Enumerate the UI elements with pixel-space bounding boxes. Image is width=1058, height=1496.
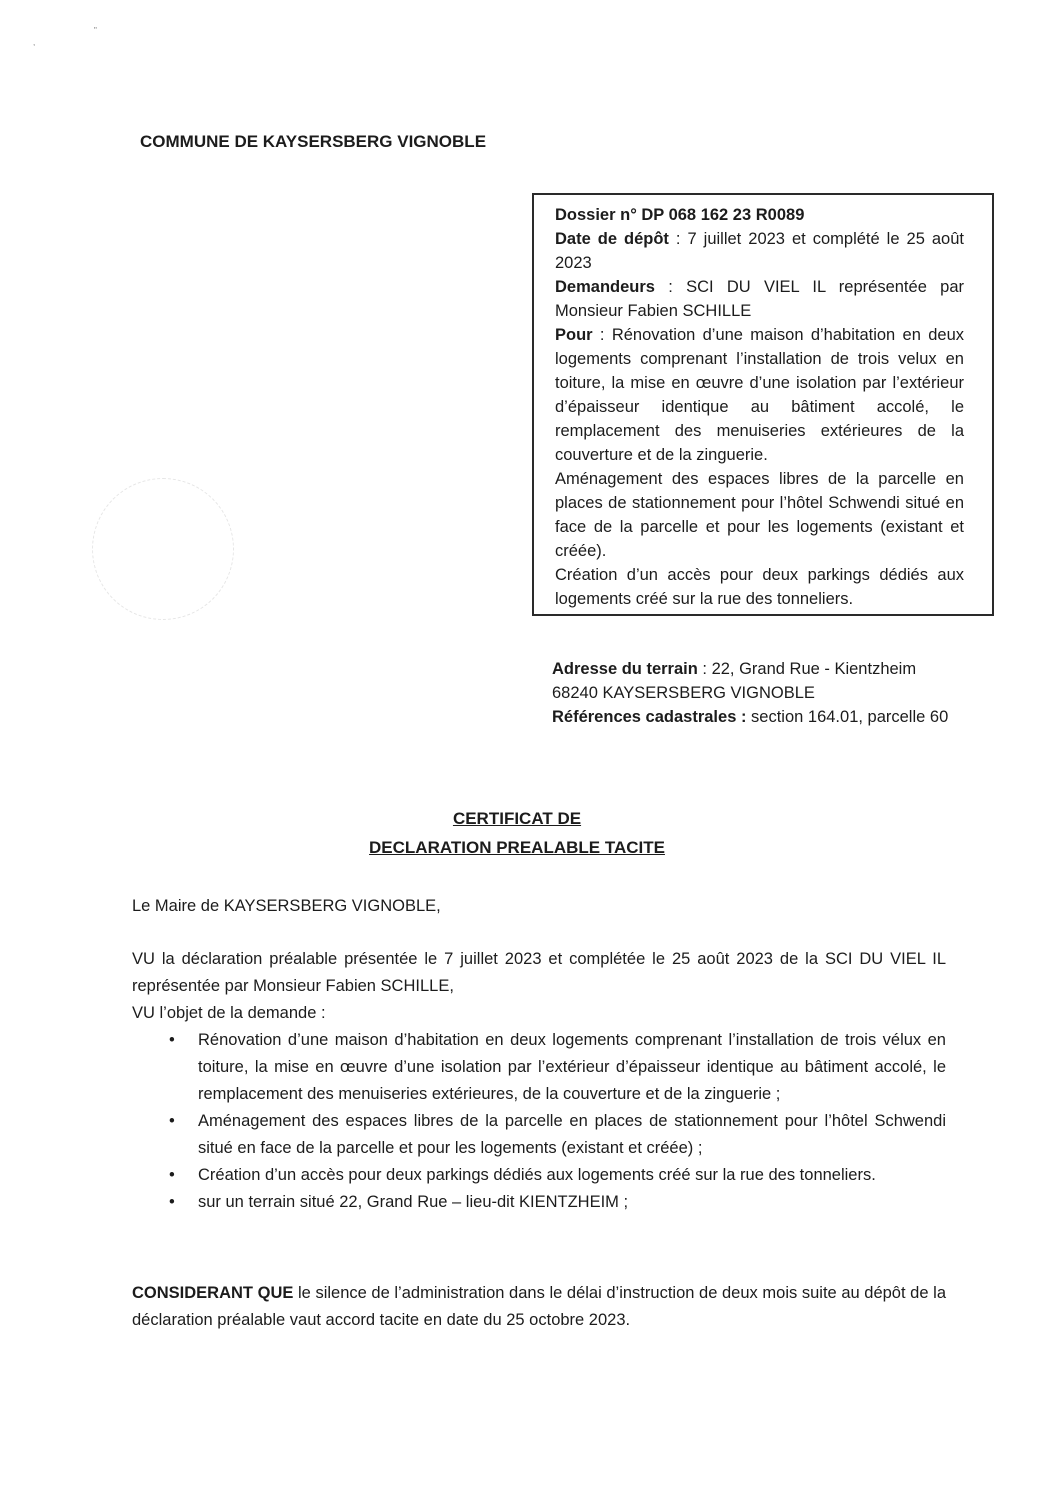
demandeurs-label: Demandeurs (555, 278, 655, 296)
address-label: Adresse du terrain (552, 660, 698, 678)
depot-label: Date de dépôt (555, 230, 669, 248)
scan-mark: , (33, 38, 36, 47)
depot-line (555, 227, 964, 275)
address-line1: : 22, Grand Rue - Kientzheim (697, 660, 917, 678)
scan-mark: " (94, 26, 97, 35)
bullet-icon: • (169, 1031, 175, 1049)
faded-stamp (92, 478, 234, 620)
list-item-text: Aménagement des espaces libres de la parcelle en places de stationnement pour l’hôtel Schwendi situé en face de la parcelle et pour les logements (existant et créée) ; (198, 1112, 946, 1157)
decision-body (132, 946, 946, 1216)
vu-objet: VU l’objet de la demande : (132, 1004, 326, 1022)
cadastre-value: section 164.01, parcelle 60 (746, 708, 949, 726)
creation-text: Création d’un accès pour deux parkings dédiés aux logements créé sur la rue des tonneliers. (555, 566, 964, 608)
list-item (132, 1162, 946, 1189)
maire-line: Le Maire de KAYSERSBERG VIGNOBLE, (132, 897, 441, 915)
pour-value: : Rénovation d’une maison d’habitation en deux logements comprenant l’installation de trois velux en toiture, la mise en œuvre d’une isolation par l’extérieur d’épaisseur identique au bâtiment accolé, le remplacement des menuiseries extérieures de la couverture et de la zinguerie. (555, 326, 964, 464)
considerant-paragraph (132, 1280, 946, 1334)
vu-declaration: VU la déclaration préalable présentée le 7 juillet 2023 et complétée le 25 août 2023 de la SCI DU VIEL IL représentée par Monsieur Fabien SCHILLE, (132, 950, 946, 995)
list-item-text: Rénovation d’une maison d’habitation en deux logements comprenant l’installation de trois vélux en toiture, la mise en œuvre d’une isolation par l’extérieur d’épaisseur identique au bâtiment accolé, le remplacement des menuiseries extérieures, de la couverture et de la zinguerie ; (198, 1031, 946, 1103)
demandeurs-value: : SCI DU VIEL IL représentée par Monsieur Fabien SCHILLE (555, 278, 964, 320)
pour-line (555, 323, 964, 467)
certificate-title-line1: CERTIFICAT DE (452, 809, 582, 828)
bullet-icon: • (169, 1193, 175, 1211)
bullet-icon: • (169, 1166, 175, 1184)
amenagement-text: Aménagement des espaces libres de la parcelle en places de stationnement pour l’hôtel Schwendi situé en face de la parcelle et pour les logements (existant et créée). (555, 470, 964, 560)
dossier-number: Dossier n° DP 068 162 23 R0089 (555, 206, 805, 224)
demand-items-list (132, 1027, 946, 1216)
commune-heading: COMMUNE DE KAYSERSBERG VIGNOBLE (140, 132, 487, 151)
depot-value: : 7 juillet 2023 et complété le 25 août 2023 (555, 230, 964, 272)
considerant-label: CONSIDERANT QUE (132, 1284, 294, 1302)
list-item-text: sur un terrain situé 22, Grand Rue – lieu-dit KIENTZHEIM ; (198, 1193, 629, 1211)
pour-label: Pour (555, 326, 593, 344)
certificate-title-line2: DECLARATION PREALABLE TACITE (369, 838, 665, 857)
considerant-text: le silence de l’administration dans le délai d’instruction de deux mois suite au dépôt de la déclaration préalable vaut accord tacite en date du 25 octobre 2023. (132, 1284, 946, 1329)
bullet-icon: • (169, 1112, 175, 1130)
list-item (132, 1108, 946, 1162)
address-block (552, 657, 948, 729)
list-item-text: Création d’un accès pour deux parkings dédiés aux logements créé sur la rue des tonneliers. (198, 1166, 876, 1184)
demandeurs-line (555, 275, 964, 323)
dossier-box (532, 193, 994, 616)
list-item (132, 1189, 946, 1216)
address-line2: 68240 KAYSERSBERG VIGNOBLE (552, 684, 815, 702)
list-item (132, 1027, 946, 1108)
cadastre-label: Références cadastrales : (552, 708, 747, 726)
